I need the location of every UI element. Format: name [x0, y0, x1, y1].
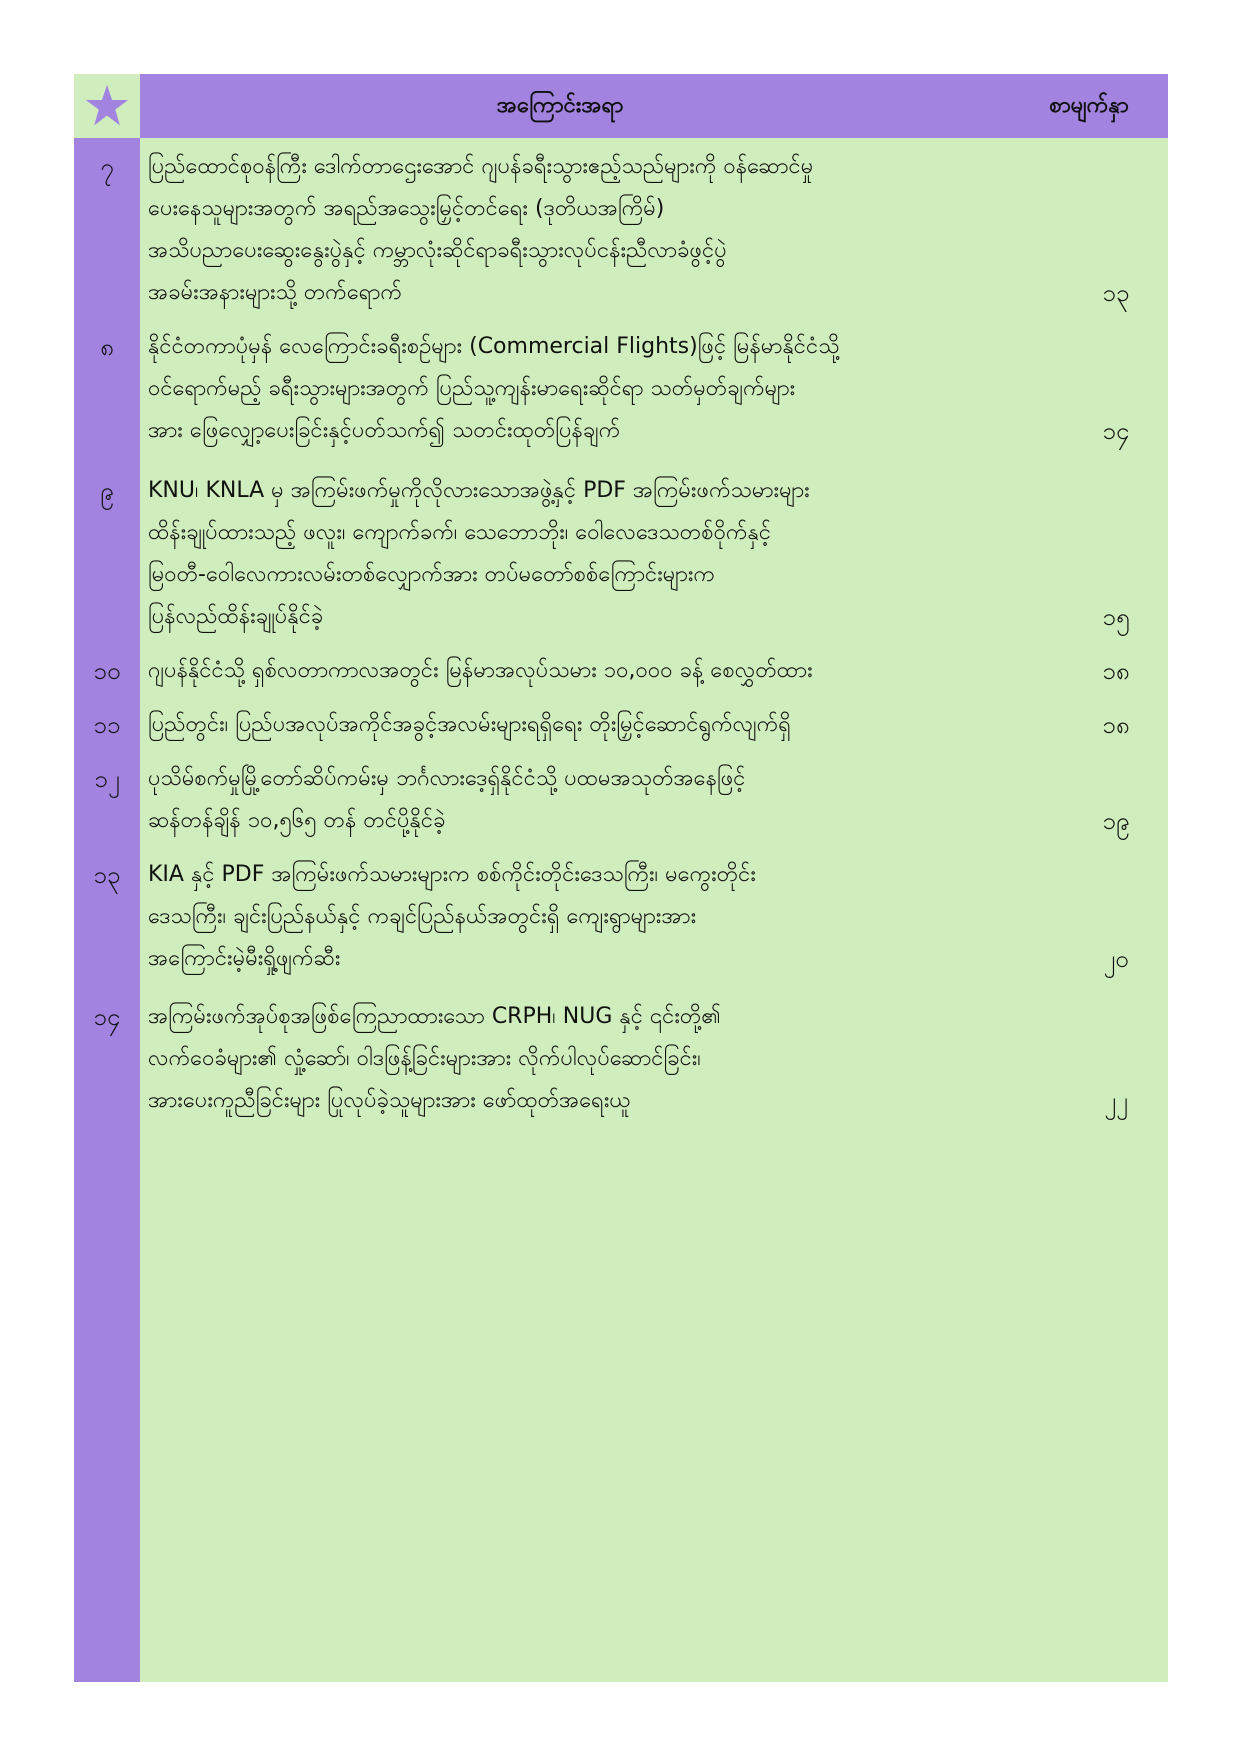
entry-title-line: ဆန်တန်ချိန် ၁၀,၅၆၅ တန် တင်ပို့နိုင်ခဲ့: [148, 808, 446, 833]
entry-title-line: ဝင်ရောက်မည့် ခရီးသွားများအတွက် ပြည်သူ့ကျန်းမာရေးဆိုင်ရာ သတ်မှတ်ချက်များ: [148, 376, 796, 401]
entry-page: ၁၃: [1102, 279, 1130, 307]
entry-title-line: အသိပညာပေးဆွေးနွေးပွဲနှင့် ကမ္ဘာလုံးဆိုင်ရာခရီးသွားလုပ်ငန်းညီလာခံဖွင့်ပွဲ: [148, 238, 727, 263]
entry-title-line: KNU၊ KNLA မှ အကြမ်းဖက်မှုကိုလိုလားသောအဖွဲ့နှင့် PDF အကြမ်းဖက်သမားများ: [148, 478, 810, 503]
star-icon: [84, 83, 130, 129]
star-cell: [74, 74, 140, 138]
entry-title: [148, 470, 1048, 638]
entry-number: ၁၁: [93, 711, 121, 739]
entry-title: [148, 758, 1048, 842]
entry-number: ၈: [100, 333, 114, 361]
entry-title-line: လက်ဝေခံများ၏ လှုံ့ဆော်၊ ဝါဒဖြန့်ခြင်းများအား လိုက်ပါလုပ်ဆောင်ခြင်း၊: [148, 1046, 701, 1071]
entry-title-line: ဂျပန်နိုင်ငံသို့ ရှစ်လတာကာလအတွင်း မြန်မာအလုပ်သမား ၁၀,၀၀၀ ခန့် စေလွှတ်ထား: [148, 658, 813, 683]
entry-title-line: ထိန်းချုပ်ထားသည့် ဖလူး၊ ကျောက်ခက်၊ သေဘောဘိုး၊ ဝေါလေဒေသတစ်ဝိုက်နှင့်: [148, 520, 772, 545]
entry-title: [148, 854, 1048, 980]
entry-title-line: ဒေသကြီး၊ ချင်းပြည်နယ်နှင့် ကချင်ပြည်နယ်အတွင်းရှိ ကျေးရွာများအား: [148, 904, 697, 929]
entry-title-line: အကြမ်းဖက်အုပ်စုအဖြစ်ကြေညာထားသော CRPH၊ NUG နှင့် ၎င်းတို့၏: [148, 1004, 721, 1029]
entry-number: ၇: [100, 153, 114, 181]
entry-page: ၁၈: [1102, 711, 1130, 739]
entry-number: ၁၃: [93, 861, 121, 889]
entry-number: ၁၄: [93, 1003, 121, 1031]
page-column-heading: စာမျက်နှာ: [1049, 93, 1129, 118]
entry-title-line: အကြောင်းမဲ့မီးရှို့ဖျက်ဆီး: [148, 946, 341, 971]
entry-title-line: အား ဖြေလျှော့ပေးခြင်းနှင့်ပတ်သက်၍ သတင်းထုတ်ပြန်ချက်: [148, 418, 621, 443]
entry-number: ၉: [100, 477, 114, 505]
entry-title-line: ပြန်လည်ထိန်းချုပ်နိုင်ခဲ့: [148, 604, 324, 629]
entry-title-line: KIA နှင့် PDF အကြမ်းဖက်သမားများက စစ်ကိုင်းတိုင်းဒေသကြီး၊ မကွေးတိုင်း: [148, 862, 756, 887]
contents-heading: အကြောင်းအရာ: [496, 93, 624, 118]
entry-title: [148, 326, 1048, 452]
entry-number: ၁၂: [94, 765, 120, 793]
entry-title: [148, 996, 1048, 1122]
entry-title: [148, 650, 1048, 692]
entry-title: [148, 146, 1048, 314]
table-of-contents: [74, 74, 1168, 1682]
entry-title-line: အခမ်းအနားများသို့ တက်ရောက်: [148, 280, 402, 305]
entry-title-line: နိုင်ငံတကာပုံမှန် လေကြောင်းခရီးစဉ်များ (Commercial Flights)ဖြင့် မြန်မာနိုင်ငံသို့: [148, 334, 840, 359]
entry-title-line: အားပေးကူညီခြင်းများ ပြုလုပ်ခဲ့သူများအား ဖော်ထုတ်အရေးယူ: [148, 1088, 631, 1113]
entry-page: ၁၄: [1102, 417, 1130, 445]
entry-title-line: ပြည်ထောင်စုဝန်ကြီး ဒေါက်တာဌေးအောင် ဂျပန်ခရီးသွားဧည့်သည်များကို ဝန်ဆောင်မှု: [148, 154, 814, 179]
entry-page: ၂၀: [1103, 945, 1129, 973]
entry-title-line: ပြည်တွင်း၊ ပြည်ပအလုပ်အကိုင်အခွင့်အလမ်းများရရှိရေး တိုးမြှင့်ဆောင်ရွက်လျက်ရှိ: [148, 712, 791, 737]
entry-page: ၁၈: [1102, 657, 1130, 685]
entry-title-line: ပေးနေသူများအတွက် အရည်အသွေးမြှင့်တင်ရေး (ဒုတိယအကြိမ်): [148, 196, 665, 221]
entry-page: ၂၂: [1104, 1087, 1128, 1115]
entry-page: ၁၅: [1102, 603, 1130, 631]
entry-title-line: ပုသိမ်စက်မှုမြို့တော်ဆိပ်ကမ်းမှ ဘင်္ဂလားဒေ့ရှ်နိုင်ငံသို့ ပထမအသုတ်အနေဖြင့်: [148, 766, 746, 791]
entry-title-line: မြဝတီ-ဝေါလေကားလမ်းတစ်လျှောက်အား တပ်မတော်စစ်ကြောင်းများက: [148, 562, 716, 587]
entry-number: ၁၀: [93, 657, 121, 685]
entry-page: ၁၉: [1102, 807, 1130, 835]
entry-title: [148, 704, 1048, 746]
